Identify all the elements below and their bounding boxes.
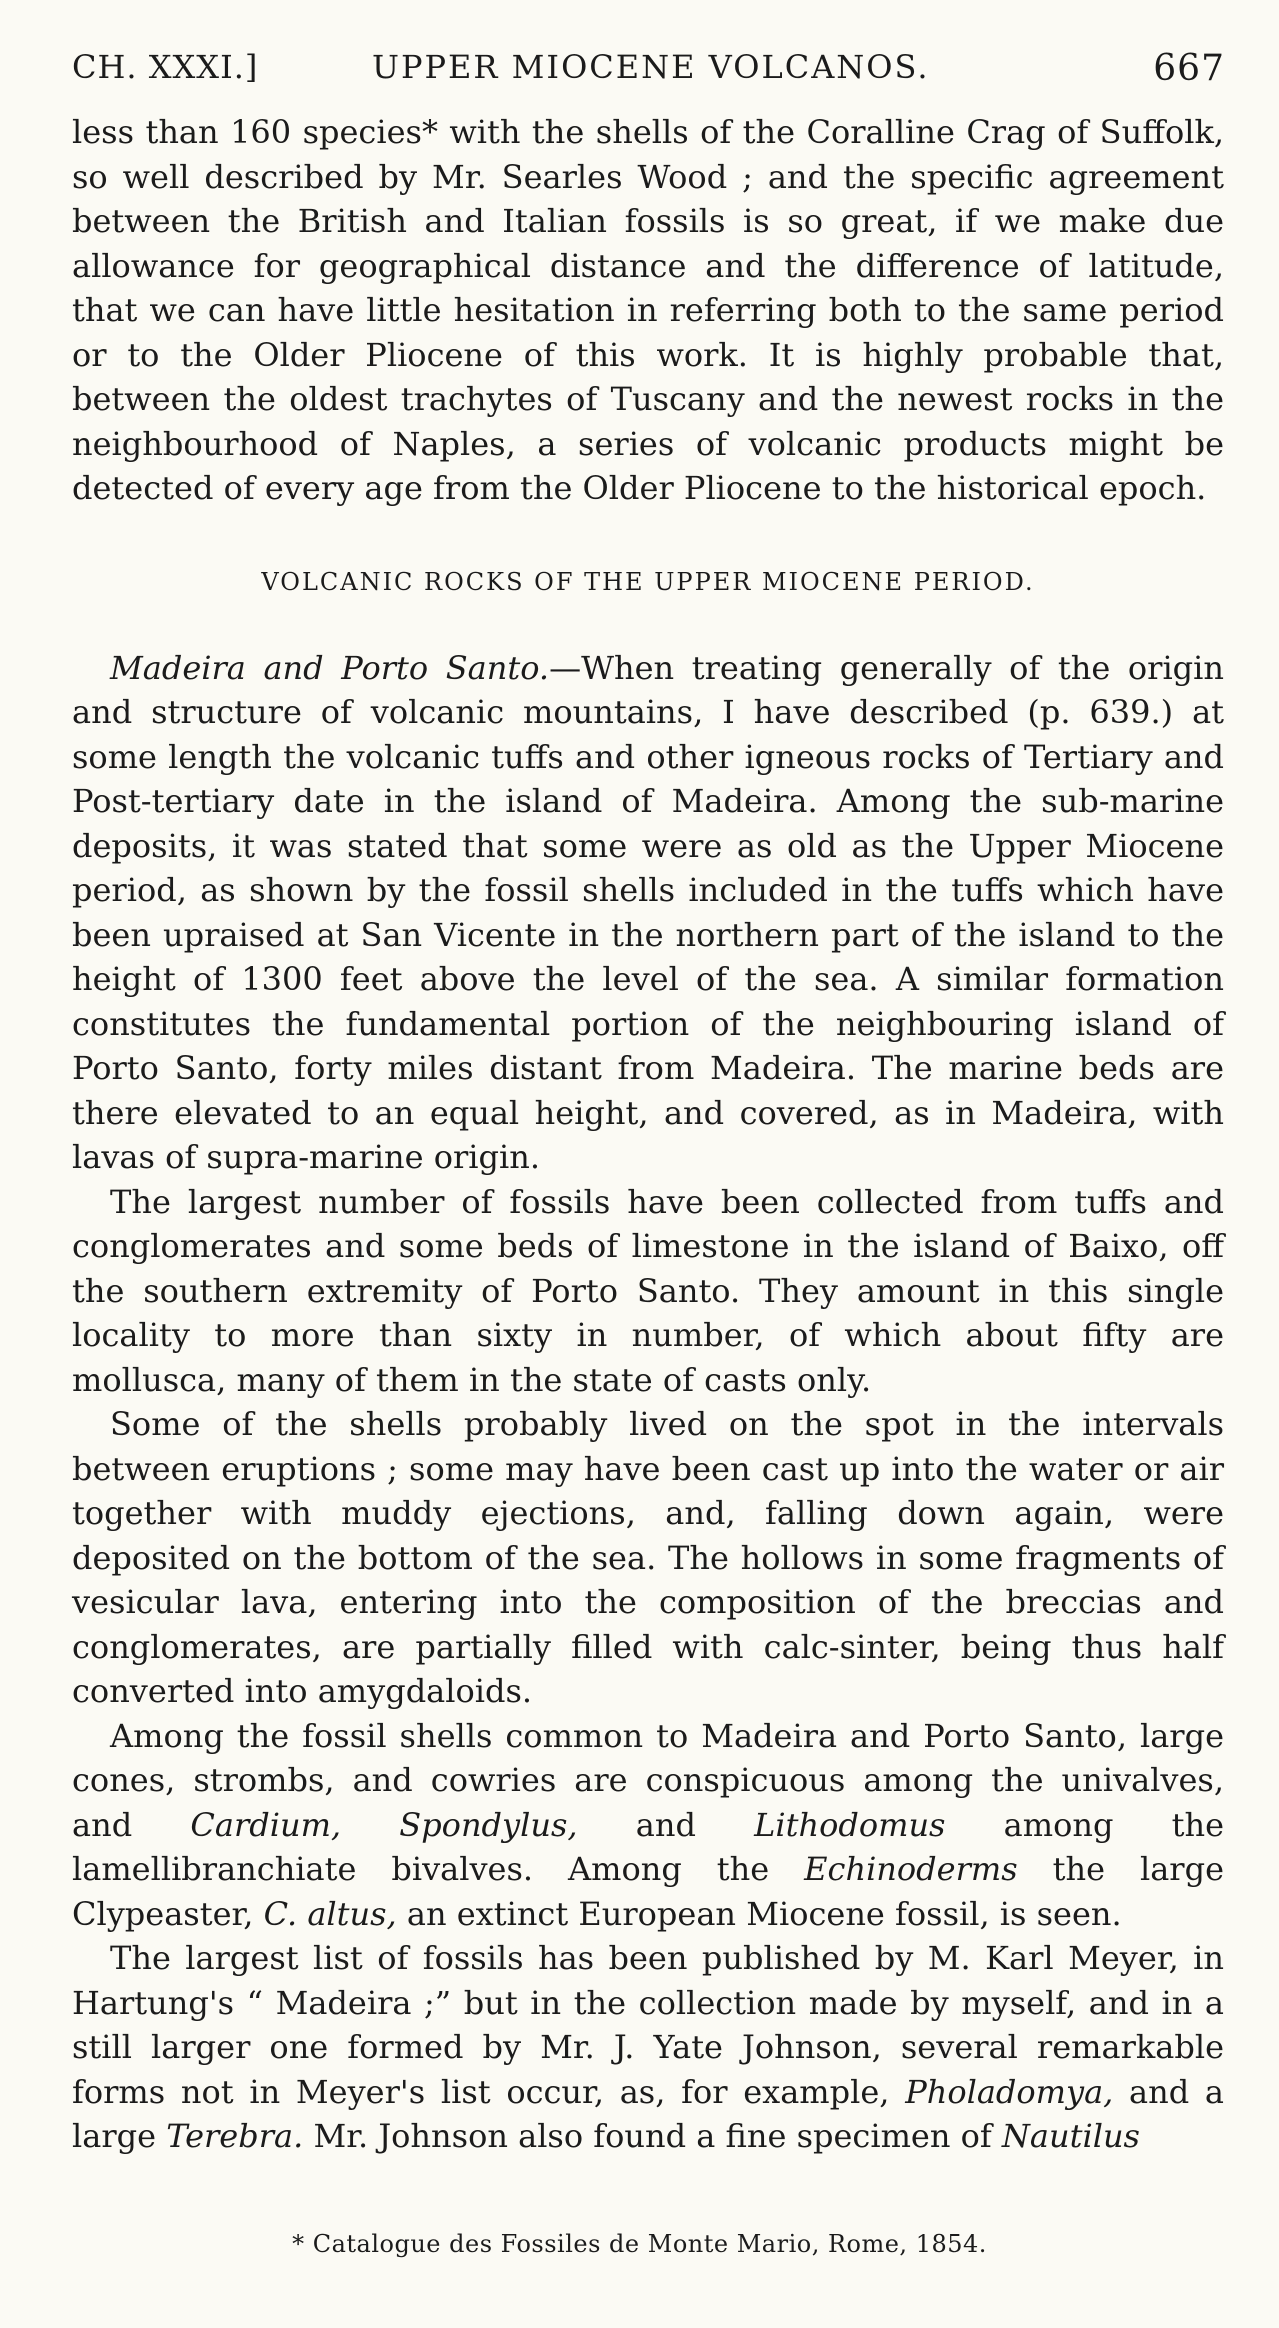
running-title: UPPER MIOCENE VOLCANOS. <box>372 48 930 86</box>
among-text-5: an extinct European Miocene fossil, is seen. <box>396 1894 1122 1933</box>
list-paragraph <box>72 1936 1224 2159</box>
among-italic-2: Lithodomus <box>754 1805 946 1844</box>
among-paragraph <box>72 1714 1224 1937</box>
among-italic-4: C. altus, <box>263 1894 397 1933</box>
page-number: 667 <box>1153 48 1225 89</box>
section-heading: VOLCANIC ROCKS OF THE UPPER MIOCENE PERIOD. <box>261 567 1035 596</box>
among-text-3: among the lamellibranchiate bivalves. Among the <box>72 1805 1225 1888</box>
among-text-4: the large Clypeaster, <box>72 1850 1225 1933</box>
list-text-3: Mr. Johnson also found a fine specimen of <box>303 2117 1002 2155</box>
largest-number-paragraph: The largest number of fossils have been collected from tuffs and conglomerates and some beds of limestone in the island of Baixo, off the southern extremity of Porto Santo. They amount in this single locality to more than sixty in number, of which about fifty are mollusca, many of them in the state of casts only. <box>72 1182 1224 1399</box>
list-text-2: and a large <box>72 2072 1225 2155</box>
madeira-text: —When treating generally of the origin and structure of volcanic mountains, I have described (p. 639.) at some length the volcanic tuffs and other igneous rocks of Tertiary and Post-tertiary date in the island of Madeira. Among the sub-marine deposits, it was stated that some were as old as the Upper Miocene period, as shown by the fossil shells included in the tuffs which have been upraised at San Vicente in the northern part of the island to the height of 1300 feet above the level of the sea. A similar formation constitutes the fundamental portion of the neighbouring island of Porto Santo, forty miles distant from Madeira. The marine beds are there elevated to an equal height, and covered, as in Madeira, with lavas of supra-marine origin. <box>72 648 1224 1176</box>
shells-paragraph: Some of the shells probably lived on the spot in the intervals between eruptions ; some may have been cast up into the water or air together with muddy ejections, and, falling down again, were deposited on the bottom of the sea. The hollows in some fragments of vesicular lava, entering into the composition of the breccias and conglomerates, are partially filled with calc-sinter, being thus half converted into amygdaloids. <box>72 1405 1224 1710</box>
among-text-1: Among the fossil shells common to Madeira and Porto Santo, large cones, strombs, and cowries are conspicuous among the univalves, and <box>72 1716 1224 1844</box>
among-text-2: and <box>577 1805 755 1844</box>
footnote: * Catalogue des Fossiles de Monte Mario, Rome, 1854. <box>292 2230 987 2258</box>
madeira-lead: Madeira and Porto Santo. <box>110 648 550 687</box>
among-italic-3: Echinoderms <box>804 1850 1018 1888</box>
list-italic-3: Nautilus <box>1001 2117 1140 2155</box>
among-italic-1: Cardium, Spondylus, <box>190 1805 578 1844</box>
main-text <box>72 110 1224 2159</box>
running-header <box>72 48 1225 96</box>
list-text-1: The largest list of fossils has been published by M. Karl Meyer, in Hartung's “ Madeira ;” but in the collection made by myself, and in a still larger one formed by Mr. J. Yate Johnson, several remarkable forms not in Meyer's list occur, as, for example, <box>72 1939 1224 2111</box>
chapter-label: CH. XXXI.] <box>72 48 259 86</box>
list-italic-2: Terebra. <box>166 2117 304 2155</box>
list-italic-1: Pholadomya, <box>905 2072 1114 2111</box>
intro-paragraph: less than 160 species* with the shells of the Coralline Crag of Suffolk, so well described by Mr. Searles Wood ; and the specific agreement between the British and Italian fossils is so great, if we make due allowance for geographical distance and the difference of latitude, that we can have little hesitation in referring both to the same period or to the Older Pliocene of this work. It is highly probable that, between the oldest trachytes of Tuscany and the newest rocks in the neighbourhood of Naples, a series of volcanic products might be detected of every age from the Older Pliocene to the historical epoch. <box>72 113 1224 507</box>
madeira-paragraph <box>72 646 1224 1180</box>
